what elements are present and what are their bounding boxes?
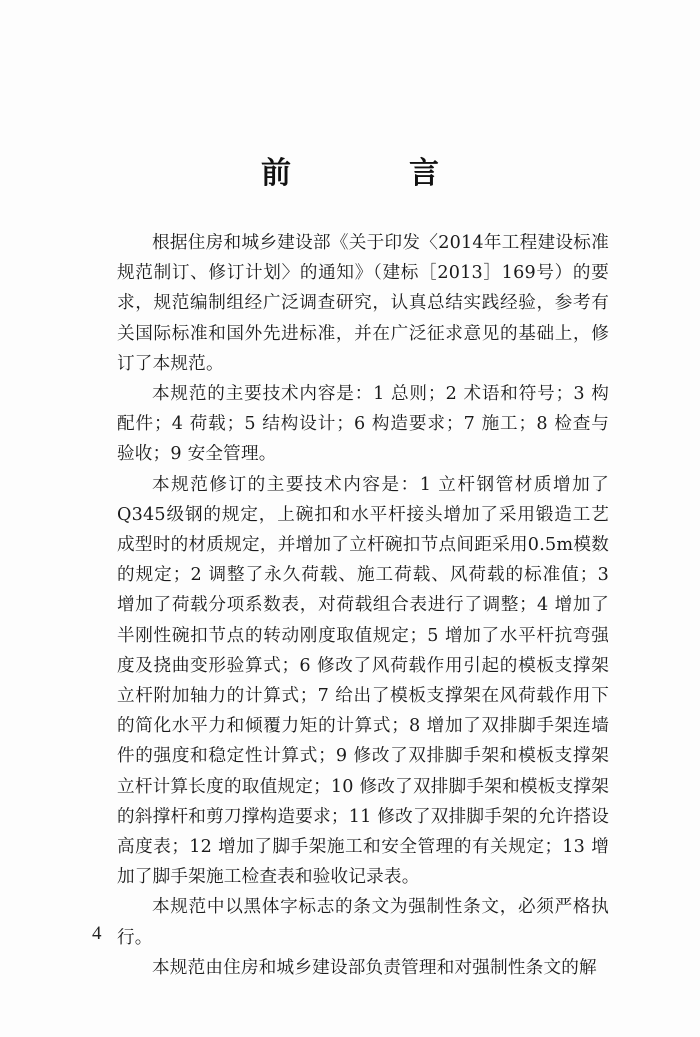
page-number: 4	[92, 923, 102, 944]
page-title: 前 言	[261, 156, 483, 191]
paragraph-3: 本规范修订的主要技术内容是：1 立杆钢管材质增加了Q345级钢的规定，上碗扣和水平杆接头增加了采用锻造工艺成型时的材质规定，并增加了立杆碗扣节点间距采用0.5m模数的规定；2 调整了永久荷载、施工荷载、风荷载的标准值；3 增加了荷载分项系数表，对荷载组合表进行了调整；4 增加了半刚性碗扣节点的转动刚度取值规定；5 增加了水平杆抗弯强度及挠曲变形验算式；6 修改了风荷载作用引起的模板支撑架立杆附加轴力的计算式；7 给出了模板支撑架在风荷载作用下的简化水平力和倾覆力矩的计算式；8 增加了双排脚手架连墙件的强度和稳定性计算式；9 修改了双排脚手架和模板支撑架立杆计算长度的取值规定；10 修改了双排脚手架和模板支撑架的斜撑杆和剪刀撑构造要求；11 修改了双排脚手架的允许搭设高度表；12 增加了脚手架施工和安全管理的有关规定；13 增加了脚手架施工检查表和验收记录表。	[117, 474, 609, 888]
paragraph-4: 本规范中以黑体字标志的条文为强制性条文，必须严格执行。	[117, 897, 609, 948]
body-text	[117, 228, 609, 983]
paragraph-2: 本规范的主要技术内容是：1 总则；2 术语和符号；3 构配件；4 荷载；5 结构设计；6 构造要求；7 施工；8 检查与验收；9 安全管理。	[117, 384, 609, 465]
paragraph-5: 本规范由住房和城乡建设部负责管理和对强制性条文的解	[152, 957, 597, 978]
paragraph-1: 根据住房和城乡建设部《关于印发〈2014年工程建设标准规范制订、修订计划〉的通知》（建标［2013］169号）的要求，规范编制组经广泛调查研究，认真总结实践经验，参考有关国际标准和国外先进标准，并在广泛征求意见的基础上，修订了本规范。	[117, 233, 609, 374]
